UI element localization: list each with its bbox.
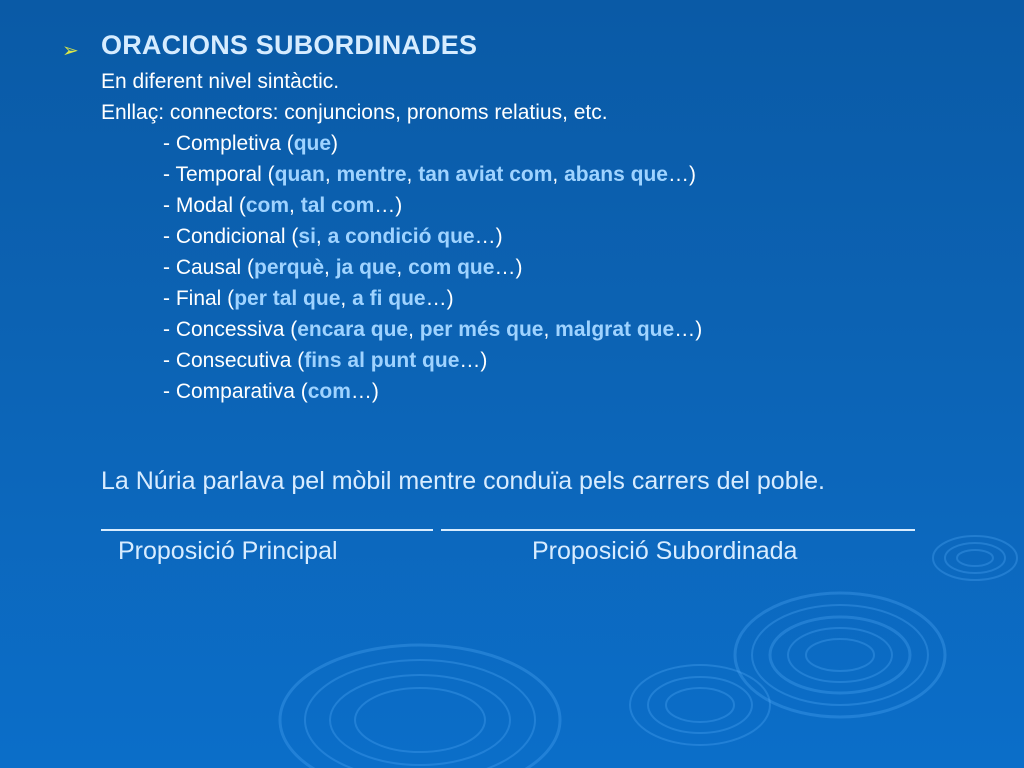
subordinate-type-item [163, 318, 702, 342]
closing-paren: ) [480, 349, 488, 372]
type-name: - Comparativa ( [163, 380, 308, 403]
ellipsis: … [350, 380, 372, 403]
connector-keyword: per més que [419, 318, 544, 341]
intro-line: En diferent nivel sintàctic. [101, 70, 340, 93]
type-name: - Modal ( [163, 194, 246, 217]
subordinate-type-item [163, 163, 696, 187]
connector-keyword: perquè [254, 256, 325, 279]
ellipsis: … [474, 225, 496, 248]
keyword-separator: , [324, 256, 336, 279]
keyword-separator: , [396, 256, 409, 279]
keyword-separator: , [315, 225, 328, 248]
subordinate-type-item [163, 380, 379, 404]
ellipsis: … [674, 318, 696, 341]
connector-keyword: tal com [300, 194, 375, 217]
closing-paren: ) [331, 132, 339, 155]
connector-keyword: que [293, 132, 332, 155]
keyword-separator: , [543, 318, 556, 341]
subordinate-type-item [163, 287, 454, 311]
connector-keyword: ja que [335, 256, 397, 279]
example-sentence: La Núria parlava pel mòbil mentre conduïa pels carrers del poble. [101, 467, 825, 495]
connector-keyword: a fi que [352, 287, 426, 310]
connector-keyword: encara que [297, 318, 409, 341]
closing-paren: ) [515, 256, 523, 279]
keyword-separator: , [552, 163, 565, 186]
bullet-arrow-icon: ➢ [62, 38, 79, 62]
ellipsis: … [667, 163, 689, 186]
connector-keyword: a condició que [327, 225, 475, 248]
type-name: - Condicional ( [163, 225, 299, 248]
type-name: - Final ( [163, 287, 235, 310]
connector-keyword: mentre [336, 163, 407, 186]
closing-paren: ) [395, 194, 403, 217]
keyword-separator: , [324, 163, 337, 186]
type-name: - Completiva ( [163, 132, 294, 155]
connector-keyword: fins al punt que [304, 349, 460, 372]
connector-keyword: tan aviat com [418, 163, 553, 186]
slide-title: ORACIONS SUBORDINADES [101, 30, 478, 60]
closing-paren: ) [688, 163, 696, 186]
intro-line: Enllaç: connectors: conjuncions, pronoms relatius, etc. [101, 101, 608, 124]
closing-paren: ) [446, 287, 454, 310]
ellipsis: … [425, 287, 447, 310]
subordinate-clause-underline [441, 529, 915, 531]
keyword-separator: , [406, 163, 419, 186]
type-name: - Concessiva ( [163, 318, 298, 341]
closing-paren: ) [371, 380, 379, 403]
type-name: - Temporal ( [163, 163, 275, 186]
connector-keyword: per tal que [234, 287, 341, 310]
type-name: - Causal ( [163, 256, 255, 279]
ellipsis: … [459, 349, 481, 372]
type-name: - Consecutiva ( [163, 349, 305, 372]
connector-keyword: malgrat que [555, 318, 675, 341]
subordinate-type-item [163, 132, 338, 156]
connector-keyword: si [298, 225, 316, 248]
closing-paren: ) [695, 318, 703, 341]
ellipsis: … [494, 256, 516, 279]
connector-keyword: abans que [564, 163, 668, 186]
connector-keyword: com [245, 194, 290, 217]
subordinate-type-item [163, 256, 522, 280]
main-clause-label: Proposició Principal [118, 537, 338, 565]
keyword-separator: , [340, 287, 353, 310]
keyword-separator: , [289, 194, 301, 217]
closing-paren: ) [495, 225, 503, 248]
ellipsis: … [374, 194, 396, 217]
main-clause-underline [101, 529, 433, 531]
keyword-separator: , [408, 318, 420, 341]
subordinate-type-item [163, 225, 503, 249]
connector-keyword: com [307, 380, 351, 403]
subordinate-type-item [163, 349, 487, 373]
connector-keyword: com que [408, 256, 495, 279]
connector-keyword: quan [274, 163, 325, 186]
subordinate-type-item [163, 194, 402, 218]
subordinate-clause-label: Proposició Subordinada [532, 537, 798, 565]
